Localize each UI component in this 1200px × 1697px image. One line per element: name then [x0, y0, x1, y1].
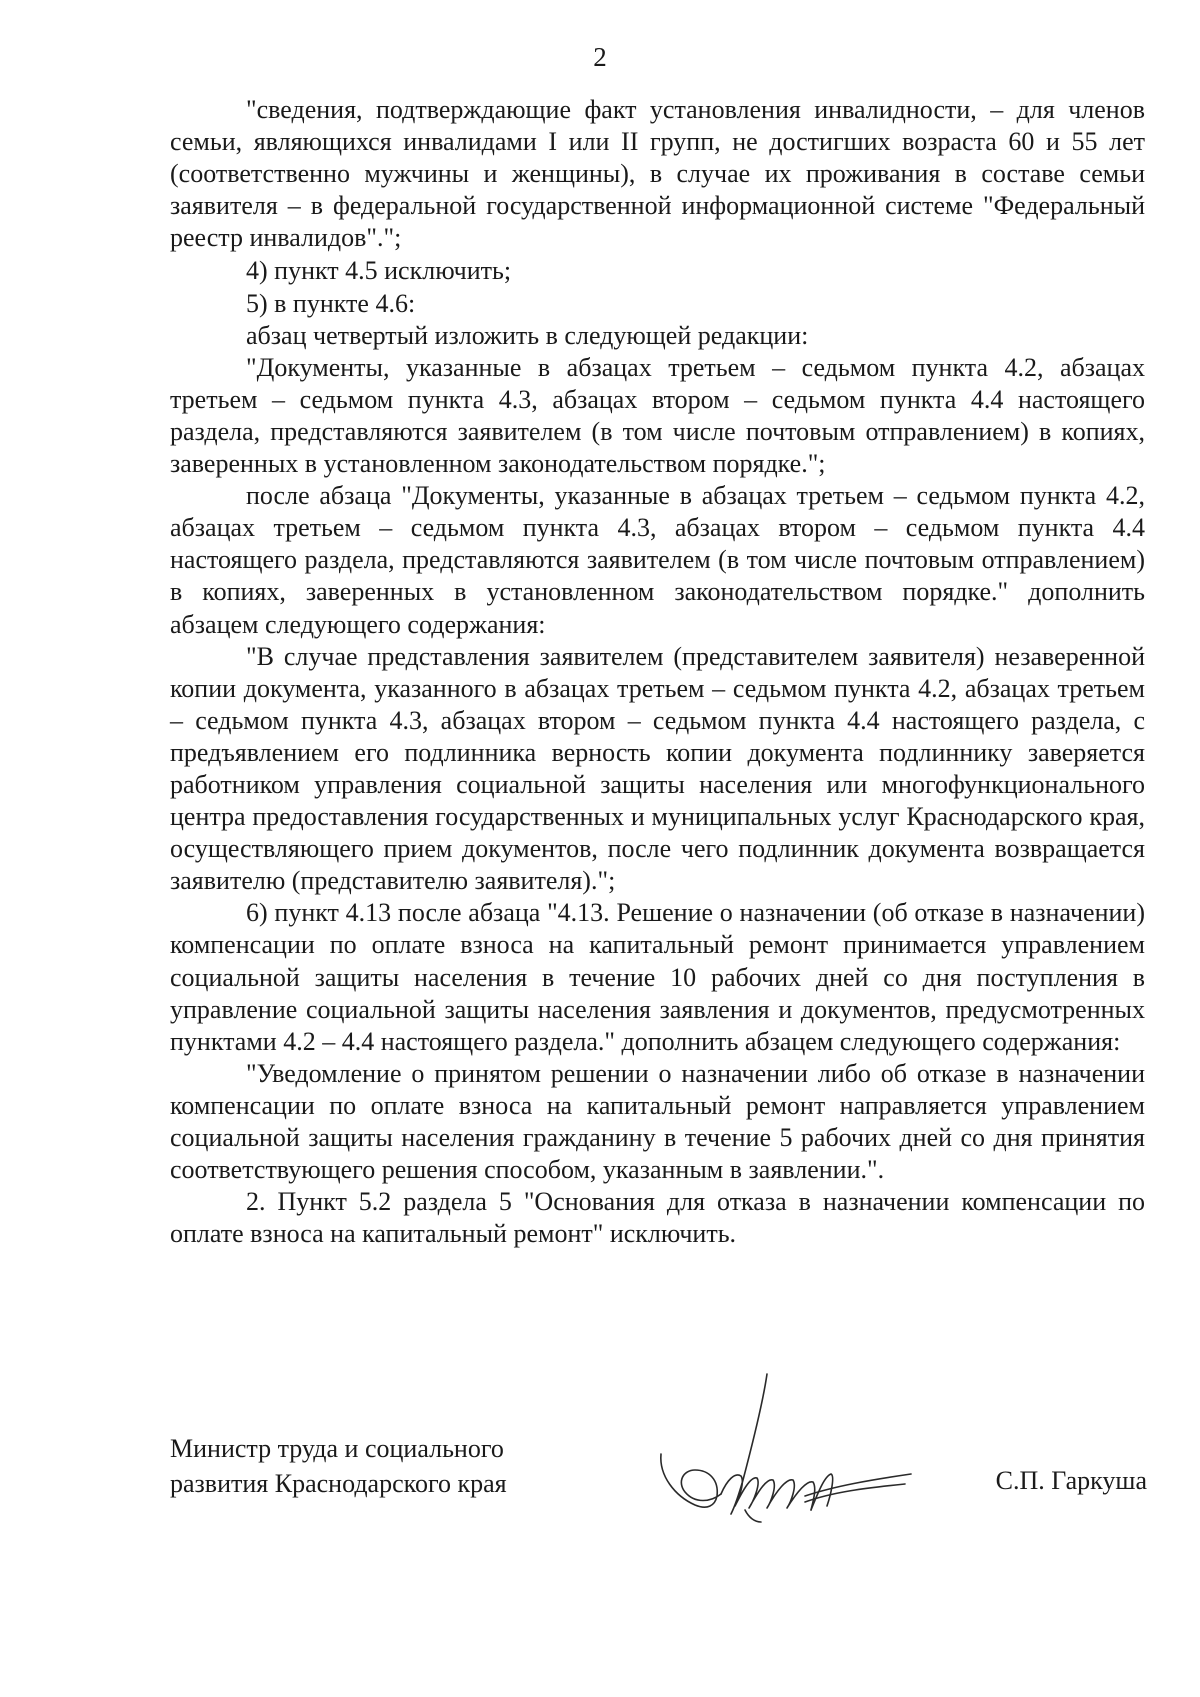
paragraph-fourth-abzac: абзац четвертый изложить в следующей редакции:	[246, 320, 809, 350]
paragraph-documents-quote: "Документы, указанные в абзацах третьем – седьмом пункта 4.2, абзацах третьем – седьмом пункта 4.3, абзацах втором – седьмом пункта 4.4 настоящего раздела, представляются заявителем (в том числе почтовым отправлением) в копиях, заверенных в установленном законодательством порядке.";	[170, 352, 1145, 479]
paragraph-notification: "Уведомление о принятом решении о назначении либо об отказе в назначении компенсации по оплате взноса на капитальный ремонт направляется управлением социальной защиты населения гражданину в течение 5 рабочих дней со дня принятия соответствующего решения способом, указанным в заявлении.".	[170, 1058, 1145, 1185]
paragraph-item-4: 4) пункт 4.5 исключить;	[246, 256, 512, 286]
signatory-title	[170, 1431, 507, 1501]
paragraph-after-abzac: после абзаца "Документы, указанные в абзацах третьем – седьмом пункта 4.2, абзацах третьем – седьмом пункта 4.3, абзацах втором – седьмом пункта 4.4 настоящего раздела, представляются заявителем (в том числе почтовым отправлением) в копиях, заверенных в установленном законодательством порядке." дополнить абзацем следующего содержания:	[170, 481, 1145, 639]
signer-name: С.П. Гаркуша	[995, 1466, 1147, 1495]
handwritten-signature	[655, 1372, 935, 1537]
document-body	[170, 94, 1145, 1250]
paragraph-disability-info: "сведения, подтверждающие факт установления инвалидности, – для членов семьи, являющихся инвалидами I или II групп, не достигших возраста 60 и 55 лет (соответственно мужчины и женщины), в случае их проживания в составе семьи заявителя – в федеральной государственной информационной системе "Федеральный реестр инвалидов".";	[170, 95, 1145, 253]
paragraph-uncertified-copy: "В случае представления заявителем (представителем заявителя) незаверенной копии документа, указанного в абзацах третьем – седьмом пункта 4.2, абзацах третьем – седьмом пункта 4.3, абзацах втором – седьмом пункта 4.4 настоящего раздела, с предъявлением его подлинника верность копии документа подлиннику заверяется работником управления социальной защиты населения или многофункционального центра предоставления государственных и муниципальных услуг Краснодарского края, осуществляющего прием документов, после чего подлинник документа возвращается заявителю (представителю заявителя).";	[170, 641, 1145, 896]
signatory-title-line2: развития Краснодарского края	[170, 1469, 507, 1498]
signatory-title-line1: Министр труда и социального	[170, 1434, 504, 1463]
paragraph-item-6: 6) пункт 4.13 после абзаца "4.13. Решение о назначении (об отказе в назначении) компенсации по оплате взноса на капитальный ремонт принимается управлением социальной защиты населения в течение 10 рабочих дней со дня поступления в управление социальной защиты населения заявления и документов, предусмотренных пунктами 4.2 – 4.4 настоящего раздела." дополнить абзацем следующего содержания:	[170, 898, 1145, 1056]
page-number: 2	[593, 42, 607, 72]
paragraph-item-2-point-5-2: 2. Пункт 5.2 раздела 5 "Основания для отказа в назначении компенсации по оплате взноса на капитальный ремонт" исключить.	[170, 1187, 1145, 1249]
paragraph-item-5: 5) в пункте 4.6:	[246, 288, 416, 318]
